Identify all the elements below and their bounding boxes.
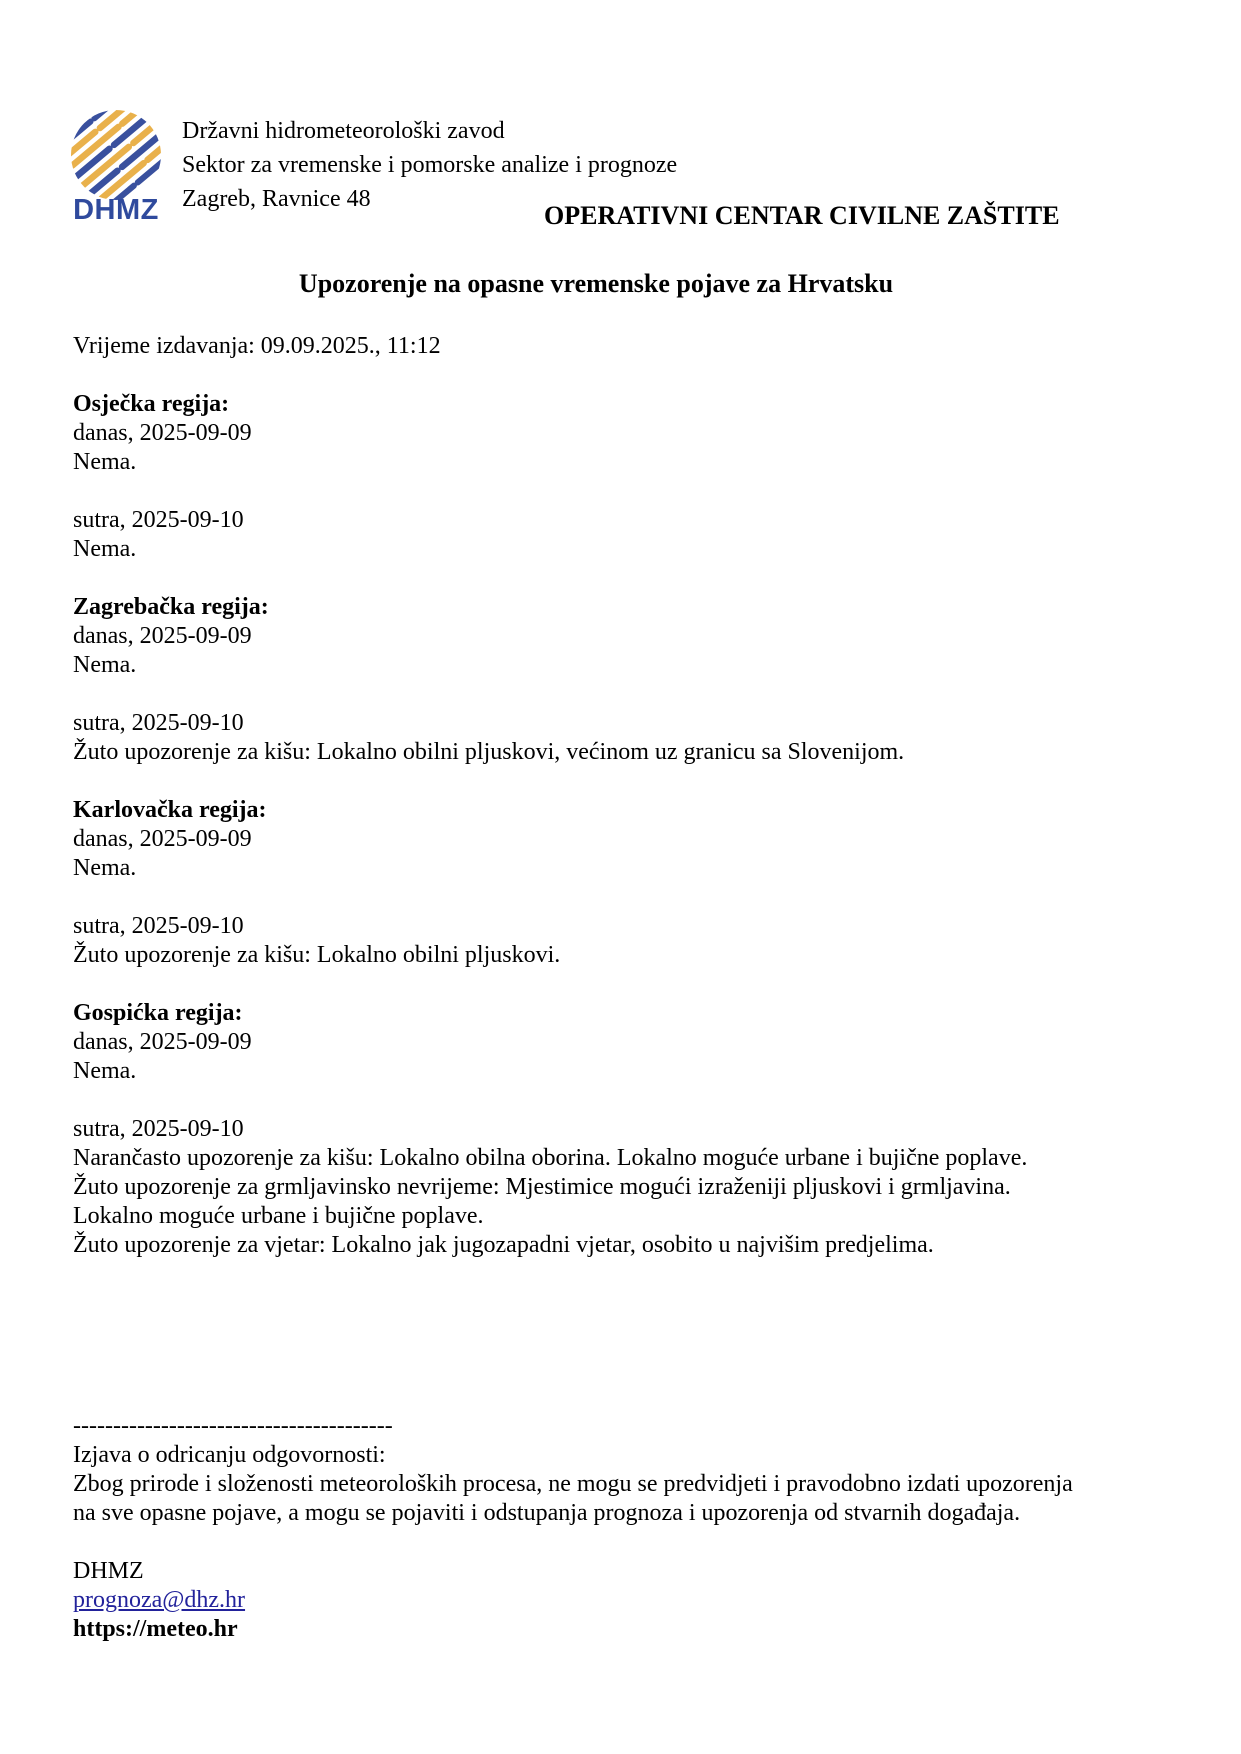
issue-time: Vrijeme izdavanja: 09.09.2025., 11:12 bbox=[73, 333, 441, 359]
org-name: Državni hidrometeorološki zavod bbox=[182, 118, 505, 144]
region-section-osijek bbox=[73, 390, 1233, 564]
warning-text: Nema. bbox=[73, 855, 137, 881]
day-label-tomorrow: sutra, 2025-09-10 bbox=[73, 1116, 244, 1142]
document-title: Upozorenje na opasne vremenske pojave za Hrvatsku bbox=[298, 269, 894, 298]
org-sector: Sektor za vremenske i pomorske analize i prognoze bbox=[182, 152, 678, 178]
warning-text: Narančasto upozorenje za kišu: Lokalno obilna oborina. Lokalno moguće urbane i bujične poplave. bbox=[73, 1145, 1028, 1171]
website-url: https://meteo.hr bbox=[73, 1616, 238, 1642]
day-label-tomorrow: sutra, 2025-09-10 bbox=[73, 710, 244, 736]
warning-text: Nema. bbox=[73, 449, 137, 475]
operational-center-title: OPERATIVNI CENTAR CIVILNE ZAŠTITE bbox=[544, 201, 1060, 230]
day-label-today: danas, 2025-09-09 bbox=[73, 420, 252, 446]
day-label-today: danas, 2025-09-09 bbox=[73, 1029, 252, 1055]
warning-text: Lokalno moguće urbane i bujične poplave. bbox=[73, 1203, 484, 1229]
warning-text: Nema. bbox=[73, 536, 137, 562]
disclaimer-text-line-1: Zbog prirode i složenosti meteoroloških procesa, ne mogu se predvidjeti i pravodobno izdati upozorenja bbox=[73, 1471, 1073, 1497]
day-label-tomorrow: sutra, 2025-09-10 bbox=[73, 913, 244, 939]
dhmz-logo-text: DHMZ bbox=[73, 194, 159, 226]
region-title: Zagrebačka regija: bbox=[73, 594, 269, 620]
region-title: Gospićka regija: bbox=[73, 1000, 243, 1026]
separator-line: ---------------------------------------- bbox=[73, 1413, 393, 1439]
region-title: Karlovačka regija: bbox=[73, 797, 267, 823]
region-section-karlovac bbox=[73, 796, 1233, 970]
warning-text: Žuto upozorenje za kišu: Lokalno obilni pljuskovi, većinom uz granicu sa Slovenijom. bbox=[73, 739, 905, 765]
region-section-zagreb bbox=[73, 593, 1233, 767]
day-label-today: danas, 2025-09-09 bbox=[73, 623, 252, 649]
warning-text: Nema. bbox=[73, 1058, 137, 1084]
warning-text: Nema. bbox=[73, 652, 137, 678]
org-address: Zagreb, Ravnice 48 bbox=[182, 186, 371, 212]
warning-text: Žuto upozorenje za vjetar: Lokalno jak jugozapadni vjetar, osobito u najvišim predjelima. bbox=[73, 1232, 934, 1258]
day-label-tomorrow: sutra, 2025-09-10 bbox=[73, 507, 244, 533]
signature: DHMZ bbox=[73, 1558, 144, 1584]
disclaimer-title: Izjava o odricanju odgovornosti: bbox=[73, 1442, 386, 1468]
region-title: Osječka regija: bbox=[73, 391, 230, 417]
dhmz-logo-icon bbox=[70, 110, 162, 200]
dhmz-logo bbox=[66, 110, 166, 225]
region-section-gospic bbox=[73, 999, 1233, 1260]
disclaimer-text-line-2: na sve opasne pojave, a mogu se pojaviti i odstupanja prognoza i upozorenja od stvarnih događaja. bbox=[73, 1500, 1021, 1526]
day-label-today: danas, 2025-09-09 bbox=[73, 826, 252, 852]
warning-text: Žuto upozorenje za kišu: Lokalno obilni pljuskovi. bbox=[73, 942, 561, 968]
email-link[interactable]: prognoza@dhz.hr bbox=[73, 1587, 246, 1613]
warning-text: Žuto upozorenje za grmljavinsko nevrijeme: Mjestimice mogući izraženiji pljuskovi i grmljavina. bbox=[73, 1174, 1011, 1200]
document-body bbox=[73, 332, 1233, 1644]
